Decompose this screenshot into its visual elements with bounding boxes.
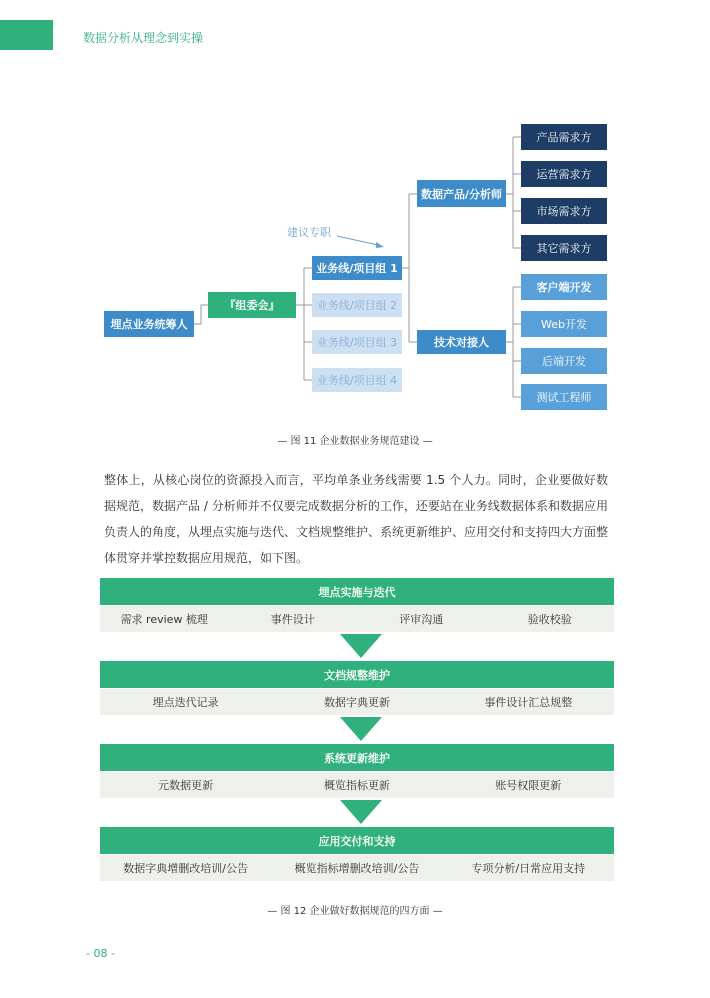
section-item: 元数据更新	[158, 779, 214, 792]
tree-node-market-demand: 市场需求方	[521, 198, 607, 224]
figure-12-caption: — 图 12 企业做好数据规范的四方面 —	[267, 906, 443, 917]
connector-root-committee	[194, 305, 208, 324]
note-arrow-line	[337, 236, 378, 245]
section-item: 数据字典增删改培训/公告	[123, 862, 249, 875]
section-item: 账号权限更新	[495, 779, 562, 792]
section-item: 专项分析/日常应用支持	[471, 862, 586, 875]
tree-node-product-demand: 产品需求方	[521, 124, 607, 150]
note-arrowhead	[376, 242, 384, 248]
tree-node-business-line-4: 业务线/项目组 4	[312, 368, 402, 392]
section-head-delivery: 应用交付和支持	[100, 827, 614, 854]
tree-node-committee: 『组委会』	[208, 292, 296, 318]
figure-11-caption: — 图 11 企业数据业务规范建设 —	[277, 436, 433, 447]
section-row-tracking	[100, 606, 614, 632]
section-item: 概览指标增删改培训/公告	[294, 862, 420, 875]
down-arrow-icon	[340, 634, 382, 658]
section-row-system	[100, 772, 614, 798]
tree-note-dedicated: 建议专职	[287, 226, 331, 239]
section-item: 数据字典更新	[323, 696, 390, 709]
down-arrow-icon	[340, 800, 382, 824]
tree-node-test-engineer: 测试工程师	[521, 384, 607, 410]
tree-node-other-demand: 其它需求方	[521, 235, 607, 261]
tree-node-client-dev: 客户端开发	[521, 274, 607, 300]
section-item: 概览指标更新	[323, 779, 390, 792]
section-head-system: 系统更新维护	[100, 744, 614, 771]
section-item: 评审沟通	[399, 613, 444, 626]
tree-node-ops-demand: 运营需求方	[521, 161, 607, 187]
body-paragraph: 整体上，从核心岗位的资源投入而言，平均单条业务线需要 1.5 个人力。同时，企业要做好数据规范，数据产品 / 分析师并不仅要完成数据分析的工作，还要站在业务线数据体系和数据应用负责人的角度，从埋点实施与迭代、文档规整维护、系统更新维护、应用交付和支持四大方面整体贯穿并掌控数据应用规范，如下图。	[104, 473, 609, 565]
section-row-delivery	[100, 855, 614, 881]
tree-node-business-line-3: 业务线/项目组 3	[312, 330, 402, 354]
section-item: 验收校验	[527, 613, 572, 626]
section-head-docs: 文档规整维护	[100, 661, 614, 688]
tree-node-business-line-2: 业务线/项目组 2	[312, 293, 402, 317]
section-item: 埋点迭代记录	[152, 696, 219, 709]
tree-node-web-dev: Web开发	[521, 311, 607, 337]
section-item: 事件设计汇总规整	[484, 696, 573, 709]
section-item: 事件设计	[270, 613, 315, 626]
tree-node-backend-dev: 后端开发	[521, 348, 607, 374]
tree-node-root: 埋点业务统筹人	[104, 311, 194, 337]
section-row-docs	[100, 689, 614, 715]
section-head-tracking: 埋点实施与迭代	[100, 578, 614, 605]
tree-node-business-line-1: 业务线/项目组 1	[312, 256, 402, 280]
down-arrow-icon	[340, 717, 382, 741]
tree-node-analyst: 数据产品/分析师	[417, 180, 506, 207]
page-number: - 08 -	[86, 947, 115, 960]
section-item: 需求 review 梳理	[120, 613, 208, 626]
running-header-title: 数据分析从理念到实操	[83, 31, 204, 45]
tree-node-tech-contact: 技术对接人	[417, 330, 506, 354]
